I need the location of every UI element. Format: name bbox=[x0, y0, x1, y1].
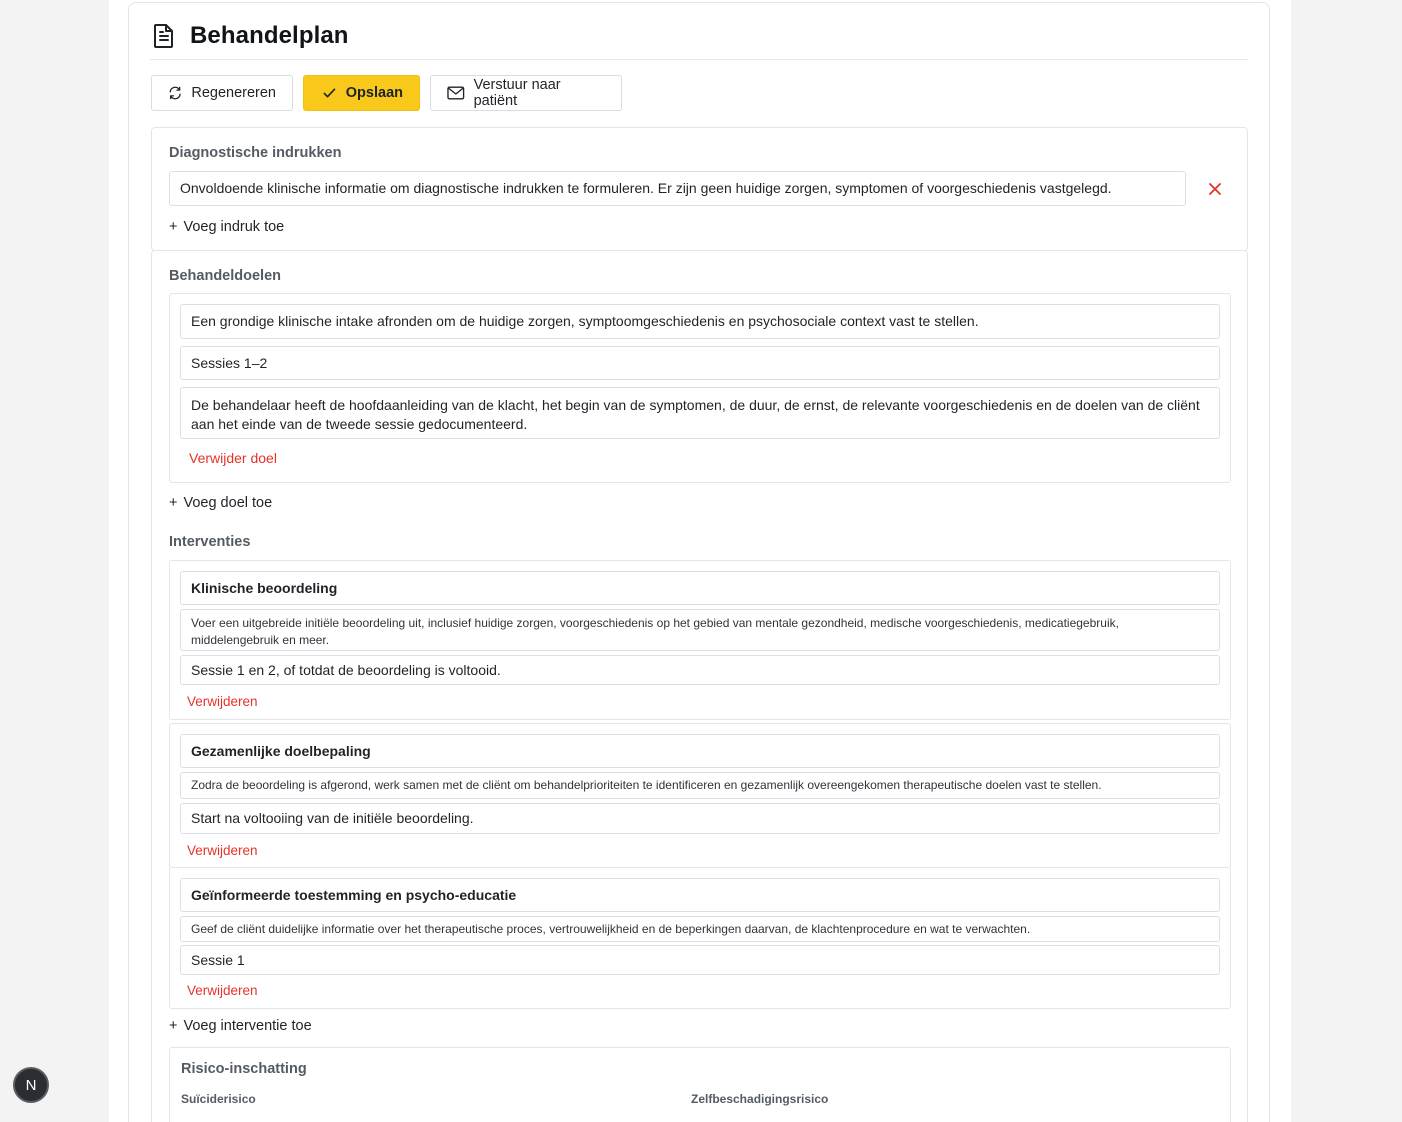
intervention-item bbox=[169, 723, 1231, 868]
goals-section bbox=[151, 250, 1248, 1122]
intervention-frequency-field[interactable]: Sessie 1 bbox=[180, 945, 1220, 975]
page-header bbox=[150, 18, 1248, 60]
add-intervention-label: Voeg interventie toe bbox=[183, 1018, 312, 1034]
save-button[interactable] bbox=[303, 75, 420, 111]
goal-criteria-field[interactable]: De behandelaar heeft de hoofdaanleiding van de klacht, het begin van de symptomen, de duur, de ernst, de relevante voorgeschiedenis en de doelen van de cliënt aan het einde van de tweede sessie gedocumenteerd. bbox=[180, 387, 1220, 439]
intervention-frequency-field[interactable]: Start na voltooiing van de initiële beoordeling. bbox=[180, 803, 1220, 834]
add-impression-link[interactable] bbox=[169, 219, 284, 235]
send-label: Verstuur naar patiënt bbox=[473, 77, 561, 109]
page-title: Behandelplan bbox=[190, 21, 349, 49]
intervention-description-field[interactable]: Geef de cliënt duidelijke informatie over het therapeutische proces, vertrouwelijkheid en de beperkingen daarvan, de klachtenprocedure en wat te verwachten. bbox=[180, 916, 1220, 942]
plus-icon: + bbox=[169, 219, 178, 235]
risk-assessment-box bbox=[169, 1047, 1231, 1122]
add-impression-label: Voeg indruk toe bbox=[183, 219, 285, 235]
intervention-description-field[interactable]: Zodra de beoordeling is afgerond, werk samen met de cliënt om behandelprioriteiten te identificeren en gezamenlijk overeengekomen therapeutische doelen vast te stellen. bbox=[180, 772, 1220, 799]
user-avatar[interactable]: N bbox=[13, 1067, 49, 1103]
toolbar bbox=[151, 75, 622, 111]
add-intervention-link[interactable] bbox=[169, 1018, 312, 1034]
risk-title: Risico-inschatting bbox=[181, 1061, 307, 1077]
intervention-item bbox=[169, 560, 1231, 720]
remove-intervention-link[interactable]: Verwijderen bbox=[187, 983, 258, 998]
regenerate-label: Regenereren bbox=[191, 85, 276, 101]
selfharm-risk-label: Zelfbeschadigingsrisico bbox=[691, 1092, 829, 1106]
remove-intervention-link[interactable]: Verwijderen bbox=[187, 694, 258, 709]
mail-icon bbox=[447, 86, 465, 100]
plus-icon: + bbox=[169, 1018, 178, 1034]
remove-intervention-link[interactable]: Verwijderen bbox=[187, 843, 258, 858]
intervention-name-field[interactable]: Gezamenlijke doelbepaling bbox=[180, 734, 1220, 768]
goals-title: Behandeldoelen bbox=[169, 268, 281, 284]
goal-item bbox=[169, 293, 1231, 483]
refresh-icon bbox=[168, 85, 182, 101]
goal-timeline-field[interactable]: Sessies 1–2 bbox=[180, 346, 1220, 380]
document-icon bbox=[152, 23, 176, 49]
add-goal-label: Voeg doel toe bbox=[183, 495, 273, 511]
intervention-frequency-field[interactable]: Sessie 1 en 2, of totdat de beoordeling is voltooid. bbox=[180, 655, 1220, 685]
send-to-patient-button[interactable] bbox=[430, 75, 622, 111]
plus-icon: + bbox=[169, 495, 178, 511]
remove-impression-icon[interactable] bbox=[1207, 181, 1223, 197]
impression-field[interactable]: Onvoldoende klinische informatie om diagnostische indrukken te formuleren. Er zijn geen huidige zorgen, symptomen of voorgeschiedenis vastgelegd. bbox=[169, 171, 1186, 206]
suicide-risk-label: Suïciderisico bbox=[181, 1092, 256, 1106]
check-icon bbox=[322, 85, 337, 101]
remove-goal-link[interactable]: Verwijder doel bbox=[189, 450, 277, 466]
diagnostic-section bbox=[151, 127, 1248, 251]
save-label: Opslaan bbox=[345, 85, 403, 101]
intervention-name-field[interactable]: Klinische beoordeling bbox=[180, 571, 1220, 605]
intervention-description-field[interactable]: Voer een uitgebreide initiële beoordeling uit, inclusief huidige zorgen, voorgeschiedenis op het gebied van mentale gezondheid, medische voorgeschiedenis, medicatiegebruik, middelengebruik en meer. bbox=[180, 609, 1220, 651]
add-goal-link[interactable] bbox=[169, 495, 272, 511]
intervention-name-field[interactable]: Geïnformeerde toestemming en psycho-educatie bbox=[180, 878, 1220, 912]
regenerate-button[interactable] bbox=[151, 75, 293, 111]
goal-field[interactable]: Een grondige klinische intake afronden om de huidige zorgen, symptoomgeschiedenis en psychosociale context vast te stellen. bbox=[180, 304, 1220, 339]
diagnostic-title: Diagnostische indrukken bbox=[169, 145, 342, 161]
intervention-item bbox=[169, 867, 1231, 1009]
interventions-title: Interventies bbox=[169, 534, 251, 550]
